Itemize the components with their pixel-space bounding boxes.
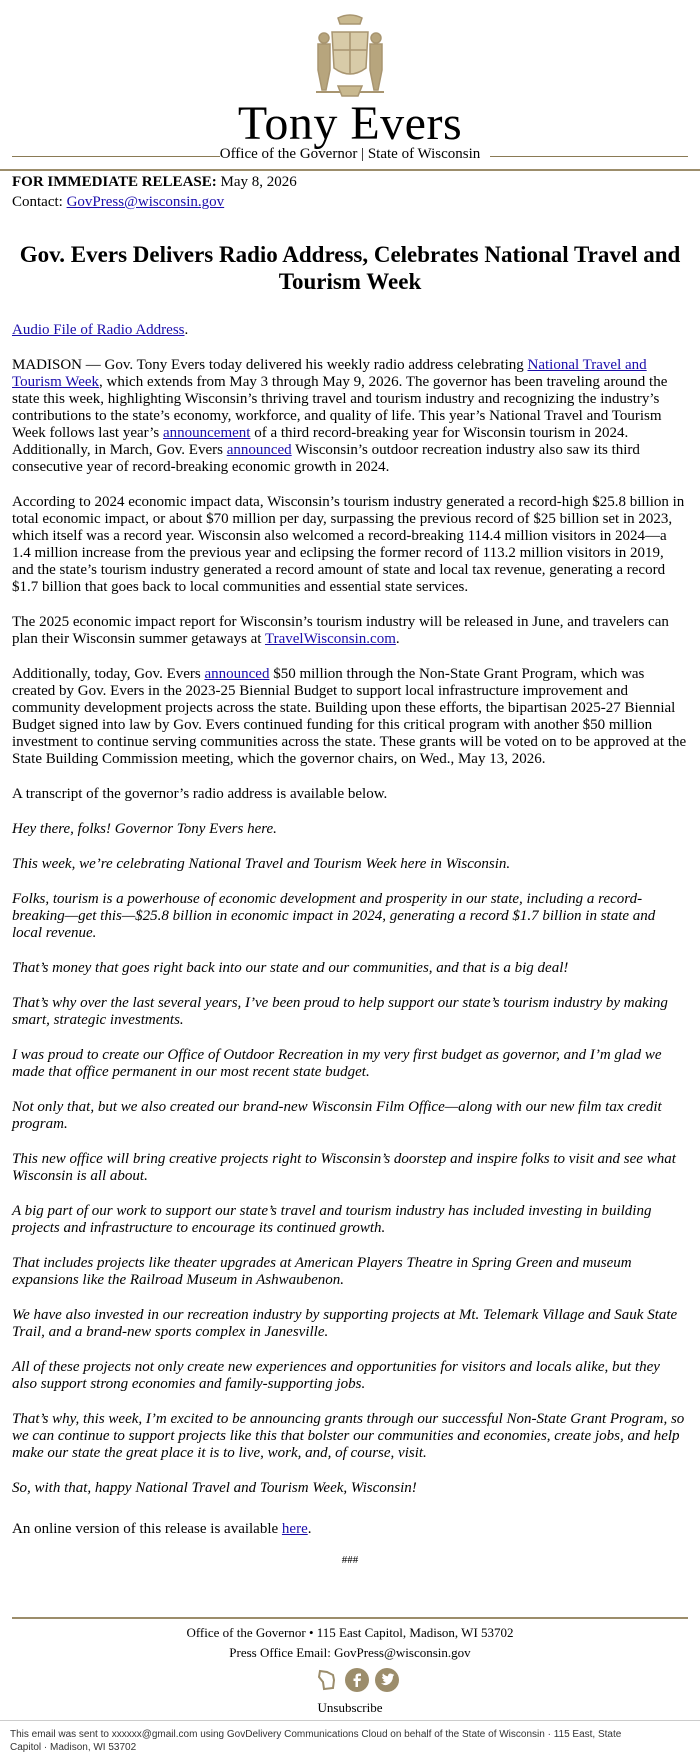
paragraph-grants	[12, 666, 688, 768]
office-subtitle: Office of the Governor | State of Wisconsin	[219, 146, 481, 162]
transcript-paragraph: That’s why, this week, I’m excited to be announcing grants through our successful Non-State Grant Program, so we can continue to support projects like this that bolster our communities and economies, create jobs, and help make our state the great place it is to live, work, and, of course, visit.	[12, 1411, 685, 1461]
transcript-paragraph: That includes projects like theater upgrades at American Players Theatre in Spring Green and museum expansions like the Railroad Museum in Ashwaubenon.	[12, 1255, 632, 1288]
intro-text-b: , which extends from May 3 through May 9, 2026. The governor has been traveling around the state this week, highlighting Wisconsin’s thriving travel and tourism industry and recognizing the industry’s contributions to the state’s economy, workforce, and quality of life. This year’s National Travel and Tourism Week follows last year’s	[12, 374, 668, 441]
delivery-disclaimer: This email was sent to xxxxxx@gmail.com using GovDelivery Communications Cloud on behalf of the State of Wisconsin · 115 East, State Capitol · Madison, WI 53702	[10, 1729, 622, 1753]
grants-text-a: Additionally, today, Gov. Evers	[12, 666, 205, 682]
release-line	[12, 174, 688, 191]
online-here-link[interactable]: here	[281, 1521, 308, 1537]
transcript-paragraph: Not only that, but we also created our brand-new Wisconsin Film Office—along with our new film tax credit program.	[12, 1099, 662, 1132]
release-label: FOR IMMEDIATE RELEASE:	[12, 174, 217, 190]
header-rule	[0, 169, 700, 171]
footer-press-email: Press Office Email: GovPress@wisconsin.gov	[229, 1645, 471, 1660]
transcript-paragraph: That’s why over the last several years, I’ve been proud to help support our state’s tourism industry by making smart, strategic investments.	[12, 995, 668, 1028]
paragraph-impact: According to 2024 economic impact data, Wisconsin’s tourism industry generated a record-high $25.8 billion in total economic impact, or about $70 million per day, surpassing the previous record of $25 billion set in 2023, which itself was a record year. Wisconsin also welcomed a record-breaking 114.4 million visitors in 2024—a 1.4 million increase from the previous year and eclipsing the former record of 113.2 million visitors in 2019, and the state’s tourism industry generated a record amount of state and local tax revenue, generating a record $1.7 billion that goes back to local communities and essential state services.	[12, 494, 685, 595]
letterhead	[0, 0, 700, 172]
audio-file-link[interactable]: Audio File of Radio Address	[12, 322, 185, 338]
travel-wisconsin-link[interactable]: TravelWisconsin.com	[264, 631, 396, 647]
announcement-link[interactable]: announcement	[162, 425, 251, 441]
grants-text-b: $50 million through the Non-State Grant Program, which was created by Gov. Evers in the 2023-25 Biennial Budget to support local infrastructure improvement and community development projects across the state. Building upon these efforts, the bipartisan 2025-27 Biennial Budget signed into law by Gov. Evers continued funding for this critical program with another $50 million investment to continue serving communities across the state. These grants will be voted on to be approved at the State Building Commission meeting, which the governor chairs, on Wed., May 13, 2026.	[12, 666, 687, 767]
transcript-paragraph: Folks, tourism is a powerhouse of economic development and prosperity in our state, including a record-breaking—get this—$25.8 billion in economic impact in 2024, generating a record $1.7 billion in state and local revenue.	[12, 891, 656, 941]
transcript-paragraph: That’s money that goes right back into our state and our communities, and that is a big deal!	[12, 960, 569, 976]
transcript-paragraph: This week, we’re celebrating National Travel and Tourism Week here in Wisconsin.	[12, 856, 511, 872]
transcript-paragraph: So, with that, happy National Travel and Tourism Week, Wisconsin!	[12, 1480, 417, 1496]
governor-name: Tony Evers	[237, 97, 463, 150]
transcript-paragraph: We have also invested in our recreation industry by supporting projects at Mt. Telemark Village and Sauk State Trail, and a brand-new sports complex in Janesville.	[12, 1307, 678, 1340]
travel-week-link[interactable]: National Travel and Tourism Week	[12, 357, 647, 390]
transcript-paragraph: This new office will bring creative projects right to Wisconsin’s doorstep and inspire folks to visit and see what Wisconsin is all about.	[12, 1151, 676, 1184]
transcript-paragraph: Hey there, folks! Governor Tony Evers here.	[12, 821, 277, 837]
intro-text-d: Wisconsin’s outdoor recreation industry also saw its third consecutive year of record-breaking economic growth in 2024.	[12, 442, 640, 475]
transcript-paragraph: All of these projects not only create new experiences and opportunities for visitors and locals alike, but they also support strong economies and family-supporting jobs.	[12, 1359, 660, 1392]
audio-period: .	[184, 322, 189, 338]
announced-link[interactable]: announced	[226, 442, 292, 458]
online-version	[12, 1521, 688, 1538]
release-date: May 8, 2026	[220, 174, 297, 190]
contact-email-link[interactable]: GovPress@wisconsin.gov	[66, 194, 225, 210]
facebook-icon[interactable]	[345, 1668, 369, 1692]
contact-line	[12, 194, 688, 211]
audio-paragraph	[12, 322, 688, 339]
transcript-paragraph: A big part of our work to support our state’s travel and tourism industry has included investing in building projects and infrastructure to encourage its continued growth.	[12, 1203, 652, 1236]
contact-label: Contact:	[12, 194, 63, 210]
footer-rule	[12, 1617, 688, 1619]
paragraph-transcript-intro: A transcript of the governor’s radio address is available below.	[12, 786, 388, 802]
online-period: .	[307, 1521, 312, 1537]
release-title: Gov. Evers Delivers Radio Address, Celebrates National Travel and Tourism Week	[19, 242, 681, 294]
report-text-a: The 2025 economic impact report for Wisconsin’s tourism industry will be released in June, and travelers can plan their Wisconsin summer getaways at	[12, 614, 669, 647]
bottom-rule	[0, 1720, 700, 1721]
state-seal-icon	[308, 10, 392, 105]
report-text-b: .	[395, 631, 400, 647]
end-marker: ###	[341, 1554, 359, 1566]
online-text: An online version of this release is available	[12, 1521, 282, 1537]
transcript	[12, 821, 688, 1497]
intro-text-c: of a third record-breaking year for Wisconsin tourism in 2024. Additionally, in March, Gov. Evers	[12, 425, 629, 458]
intro-text-a: MADISON — Gov. Tony Evers today delivered his weekly radio address celebrating	[12, 357, 528, 373]
paragraph-intro	[12, 357, 688, 476]
transcript-paragraph: I was proud to create our Office of Outdoor Recreation in my very first budget as governor, and I’m glad we made that office permanent in our most recent state budget.	[12, 1047, 662, 1080]
footer-address: Office of the Governor • 115 East Capitol, Madison, WI 53702	[186, 1625, 514, 1640]
twitter-icon[interactable]	[375, 1668, 399, 1692]
footer	[0, 1623, 700, 1663]
paragraph-report	[12, 614, 688, 648]
unsubscribe-row	[0, 1700, 700, 1716]
social-links	[315, 1668, 399, 1694]
release-body	[12, 174, 688, 1569]
wisconsin-map-icon[interactable]	[315, 1668, 339, 1692]
grants-announced-link[interactable]: announced	[204, 666, 270, 682]
unsubscribe-link[interactable]: Unsubscribe	[317, 1700, 383, 1715]
